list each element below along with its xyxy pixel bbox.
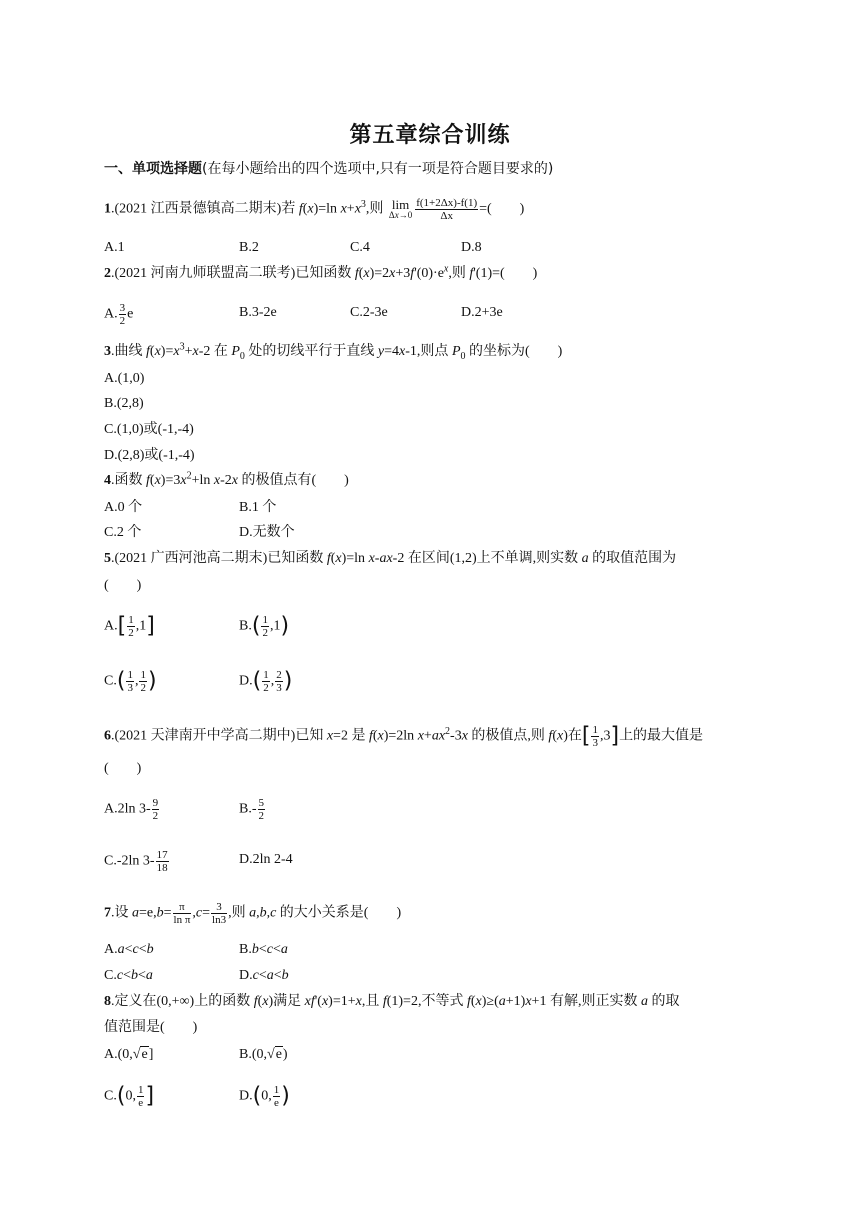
question-7-option-a: A.a<c<b (104, 942, 154, 957)
question-6-stem: 6.(2021 天津南开中学高二期中)已知 x=2 是 f(x)=2ln $x+ax^2-3x$ 的极值点,则 f(x)在[ $\frac{1}{3}$ ,3]上的最大值是 (104, 723, 704, 749)
question-8-option-c: C.(0, $\frac{1}{e}$ ] (104, 1083, 155, 1109)
question-6-option-c: C.-2ln 3- $\frac{17}{18}$ (104, 849, 168, 874)
question-2-stem: 2.(2021 河南九师联盟高二联考)已知函数 $f(x)=2x+3f'(0)\cdot e^x$,则 f'(1)=( ) (104, 263, 538, 281)
question-5-option-b: B.( $\frac{1}{2}$ ,1) (239, 613, 290, 639)
question-1-option-b: B.2 (239, 240, 259, 255)
question-2-option-a: A. $\frac{3}{2}$ e (104, 302, 134, 327)
question-4-option-a: A.0 个 (104, 500, 143, 515)
question-8-option-a: A.(0,√e] (104, 1047, 154, 1062)
question-7-stem: 7.设 a=e,b= $\frac{\pi}{\text{ln π}}$ ,c= $\frac{3}{\ln 3}$ ,则 a,b,c 的大小关系是( ) (104, 901, 402, 926)
question-4-option-d: D.无数个 (239, 525, 295, 540)
question-8-option-d: D.(0, $\frac{1}{e}$ ) (239, 1083, 290, 1109)
question-5-blank: ( ) (104, 578, 142, 593)
question-3-option-b: B.(2,8) (104, 396, 144, 411)
question-5-option-a: A.[ $\frac{1}{2}$ ,1] (104, 613, 155, 639)
question-6-blank: ( ) (104, 761, 142, 776)
question-7-option-b: B.b<c<a (239, 942, 288, 957)
question-6-option-d: D.2ln 2-4 (239, 852, 293, 867)
question-5-option-d: D.( $\frac{1}{2}$ , $\frac{2}{3}$ ) (239, 668, 293, 694)
question-5-option-c: C.( $\frac{1}{3}$ , $\frac{1}{2}$ ) (104, 668, 157, 694)
question-1-option-c: C.4 (350, 240, 370, 255)
question-2-option-b: B.3-2e (239, 305, 277, 320)
question-3-stem: 3.曲线 $f(x)=x^3+x-2$ 在 $P_0$ 处的切线平行于直线 y=4x-1,则点 $P_0$ 的坐标为( ) (104, 341, 563, 362)
question-6-option-a: A.2ln 3- $\frac{9}{2}$ (104, 797, 159, 822)
question-6-option-b: B.- $\frac{5}{2}$ (239, 797, 264, 822)
question-4-option-b: B.1 个 (239, 500, 277, 515)
page-title: 第五章综合训练 (349, 123, 511, 148)
question-8-option-b: B.(0,√e) (239, 1047, 288, 1062)
question-8-stem-cont: 值范围是( ) (104, 1020, 198, 1035)
question-3-option-a: A.(1,0) (104, 371, 145, 386)
question-1-option-a: A.1 (104, 240, 125, 255)
question-5-stem: 5.(2021 广西河池高二期末)已知函数 f(x)=ln x-ax-2 在区间(1,2)上不单调,则实数 a 的取值范围为 (104, 551, 677, 566)
question-7-option-c: C.c<b<a (104, 968, 153, 983)
question-1-option-d: D.8 (461, 240, 482, 255)
question-2-option-d: D.2+3e (461, 305, 503, 320)
question-4-option-c: C.2 个 (104, 525, 142, 540)
question-3-option-c: C.(1,0)或(-1,-4) (104, 422, 194, 437)
question-7-option-d: D.c<a<b (239, 968, 289, 983)
question-3-option-d: D.(2,8)或(-1,-4) (104, 448, 195, 463)
section-heading: 一、单项选择题(在每小题给出的四个选项中,只有一项是符合题目要求的) (104, 161, 554, 177)
question-8-stem: 8.定义在(0,+∞)上的函数 f(x)满足 xf'(x)=1+x,且 f(1)=2,不等式 f(x)≥(a+1)x+1 有解,则正实数 a 的取 (104, 994, 680, 1009)
question-1-stem: 1.(2021 江西景德镇高二期末)若 f(x)=ln $x+x^3$,则 lim Δx→0 $\frac{f(1+2\Delta x)-f(1)}{\Delta x}$ =( ) (104, 196, 525, 222)
question-4-stem: 4.函数 $f(x)=3x^2+\ln$ x-2x 的极值点有( ) (104, 470, 349, 488)
question-2-option-c: C.2-3e (350, 305, 388, 320)
